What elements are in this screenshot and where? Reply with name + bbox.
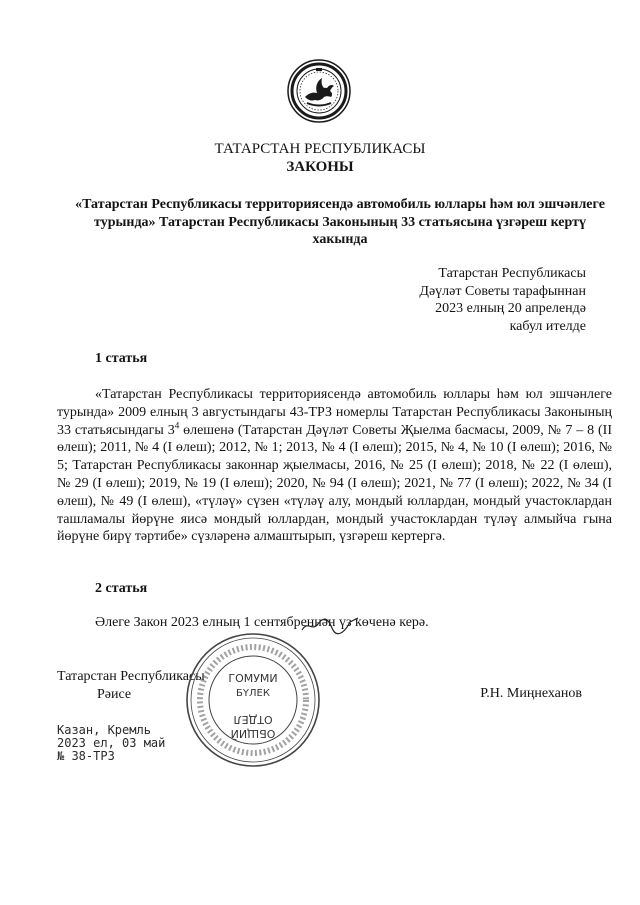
article-1-text-part-a: «Татарстан Республикасы территориясендә автомобиль юллары һәм юл эшчәнлеге турында» 2009 елның 3 августындагы 43-ТРЗ номерлы Татарстан Республикасы Законының 33 статьясындагы 3 <box>57 387 612 438</box>
article-1-text-part-b: өлешенә (Татарстан Дәүләт Советы Җыелма басмасы, 2009, № 7 – 8 (II өлеш); 2011, № 4 (I өлеш); 2012, № 1; 2013, № 4 (I өлеш); 2015, № 4, № 10 (I өлеш); 2016, № 5; Татарстан Республикасы законнар җыелмасы, 2016, № 25 (I өлеш); 2018, № 22 (I өлеш), № 29 (I өлеш); 2019, № 19 (I өлеш); 2020, № 94 (I өлеш); 2021, № 77 (I өлеш); 2022, № 34 (I өлеш), № 49 (I өлеш), «түләү» сүзен «түләү алу, мондый юллардан, мондый участоклардан ташламалы йөрүне яисә мондый юллардан, мондый участоклардан түләү алмыйча гына йөрүне бирү тәртибе» сүзләренә алмаштырып, үзгәреш кертергә. <box>57 422 612 545</box>
stamp-line-1: ГОМУМИ <box>228 672 278 685</box>
adoption-line-4: кабул ителде <box>509 318 586 334</box>
article-2-text: Әлеге Закон 2023 елның 1 сентябреннән үз көченә керә. <box>95 615 429 630</box>
law-title: «Татарстан Республикасы территориясендә автомобиль юллары һәм юл эшчәнлеге турында» Татарстан Республикасы Законының 33 статьясына үзгәреш кертү хакында <box>75 197 605 247</box>
coat-of-arms-emblem <box>287 59 351 123</box>
stamp-line-2: БҮЛЕК <box>236 688 270 699</box>
signatory-title-line-1: Татарстан Республикасы <box>57 669 205 684</box>
header-law: ЗАКОНЫ <box>286 159 354 175</box>
article-1-superscript: 4 <box>174 419 180 430</box>
law-number: № 38-ТРЗ <box>57 749 115 763</box>
adoption-note <box>419 265 586 335</box>
adoption-line-2: Дәүләт Советы тарафыннан <box>419 283 586 299</box>
stamp-line-4: ОБЩИЙ <box>230 727 276 740</box>
header-republic: ТАТАРСТАН РЕСПУБЛИКАСЫ <box>214 141 426 157</box>
signatory-title-line-2: Рәисе <box>97 687 132 702</box>
article-1-text <box>57 386 612 546</box>
article-1-heading: 1 статья <box>95 351 148 366</box>
stamp-line-3: ОТДЕЛ <box>233 713 273 726</box>
adoption-line-3: 2023 елның 20 апрелендә <box>435 301 586 316</box>
place-city: Казан, Кремль <box>57 723 151 737</box>
place-date-number <box>57 724 165 763</box>
signatory-name: Р.Н. Миңнеханов <box>480 686 582 701</box>
place-date: 2023 ел, 03 май <box>57 736 166 750</box>
article-2-heading: 2 статья <box>95 581 148 596</box>
official-stamp <box>183 630 323 770</box>
adoption-line-1: Татарстан Республикасы <box>438 266 586 281</box>
